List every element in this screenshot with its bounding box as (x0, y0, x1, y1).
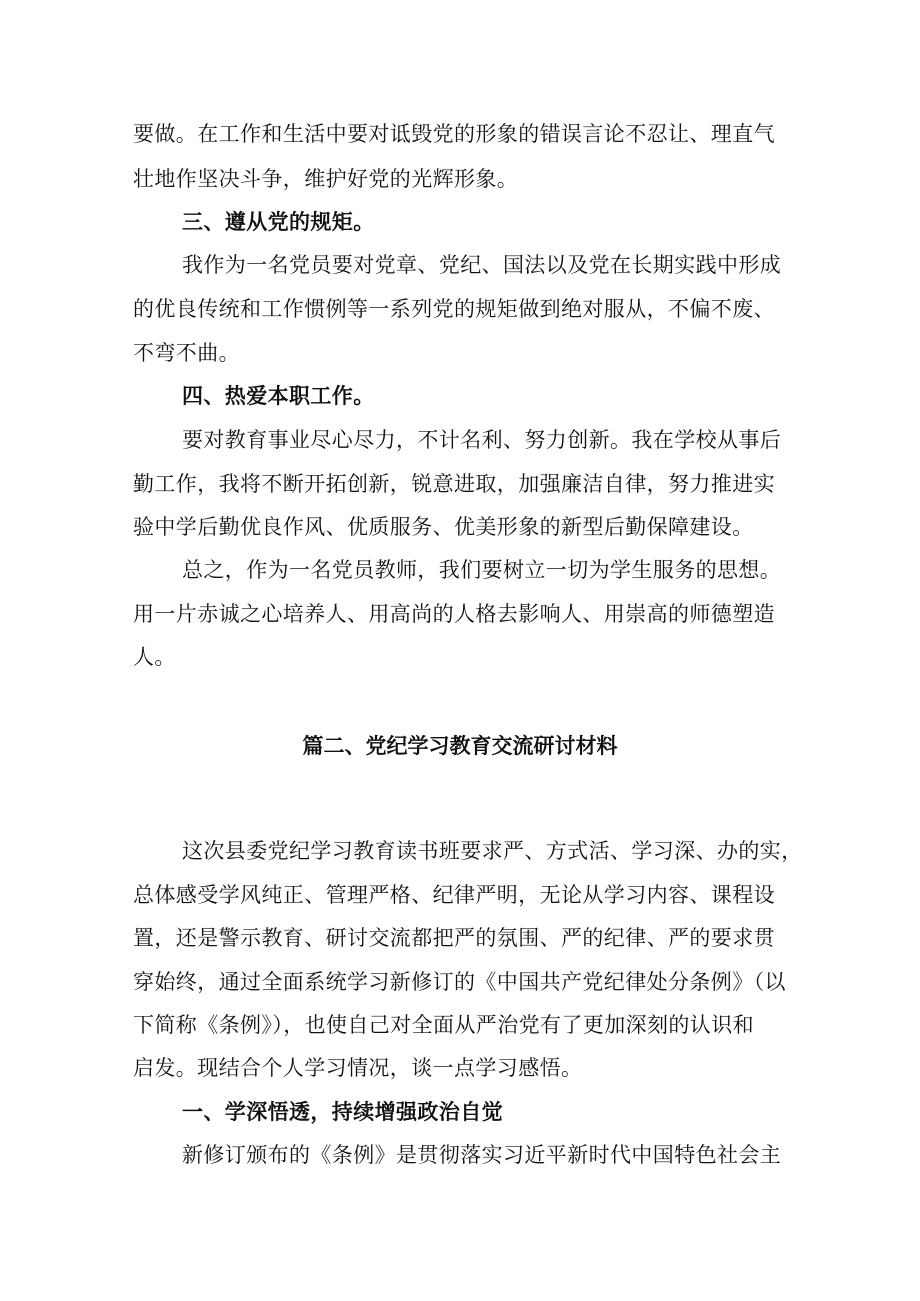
section-heading-1: 一、学深悟透，持续增强政治自觉 (182, 1099, 503, 1124)
body-line-2: 壮地作坚决斗争，维护好党的光辉形象。 (133, 167, 519, 191)
article-title: 篇二、党纪学习教育交流研讨材料 (302, 733, 618, 758)
body-line-4: 我作为一名党员要对党章、党纪、国法以及党在长期实践中形成 (182, 253, 782, 277)
body-line-9: 勤工作，我将不断开拓创新，锐意进取，加强廉洁自律，努力推进实 (133, 472, 775, 496)
section-heading-4: 四、热爱本职工作。 (182, 383, 375, 408)
body-line-1: 要做。在工作和生活中要对诋毁党的形象的错误言论不忍让、理直气 (133, 122, 775, 146)
body-line-22: 新修订颁布的《条例》是贯彻落实习近平新时代中国特色社会主 (182, 1143, 782, 1167)
body-line-10: 验中学后勤优良作风、优质服务、优美形象的新型后勤保障建设。 (133, 515, 754, 539)
body-line-16: 总体感受学风纯正、管理严格、纪律严明，无论从学习内容、课程设 (133, 883, 775, 907)
body-line-6: 不弯不曲。 (133, 341, 240, 365)
body-line-12: 用一片赤诚之心培养人、用高尚的人格去影响人、用崇高的师德塑造 (133, 602, 775, 626)
body-line-17: 置，还是警示教育、研讨交流都把严的氛围、严的纪律、严的要求贯 (133, 926, 775, 950)
body-line-19: 下简称《条例》），也使自己对全面从严治党有了更加深刻的认识和 (133, 1013, 754, 1037)
body-line-13: 人。 (133, 645, 176, 669)
body-line-18: 穿始终，通过全面系统学习新修订的《中国共产党纪律处分条例》（以 (133, 970, 786, 994)
body-line-11: 总之，作为一名党员教师，我们要树立一切为学生服务的思想。 (182, 558, 782, 582)
body-line-8: 要对教育事业尽心尽力，不计名利、努力创新。我在学校从事后 (182, 428, 782, 452)
body-line-5: 的优良传统和工作惯例等一系列党的规矩做到绝对服从，不偏不废、 (133, 297, 775, 321)
body-line-15: 这次县委党纪学习教育读书班要求严、方式活、学习深、办的实， (182, 839, 803, 863)
section-heading-3: 三、遵从党的规矩。 (182, 209, 375, 234)
body-line-20: 启发。现结合个人学习情况，谈一点学习感悟。 (133, 1056, 583, 1080)
